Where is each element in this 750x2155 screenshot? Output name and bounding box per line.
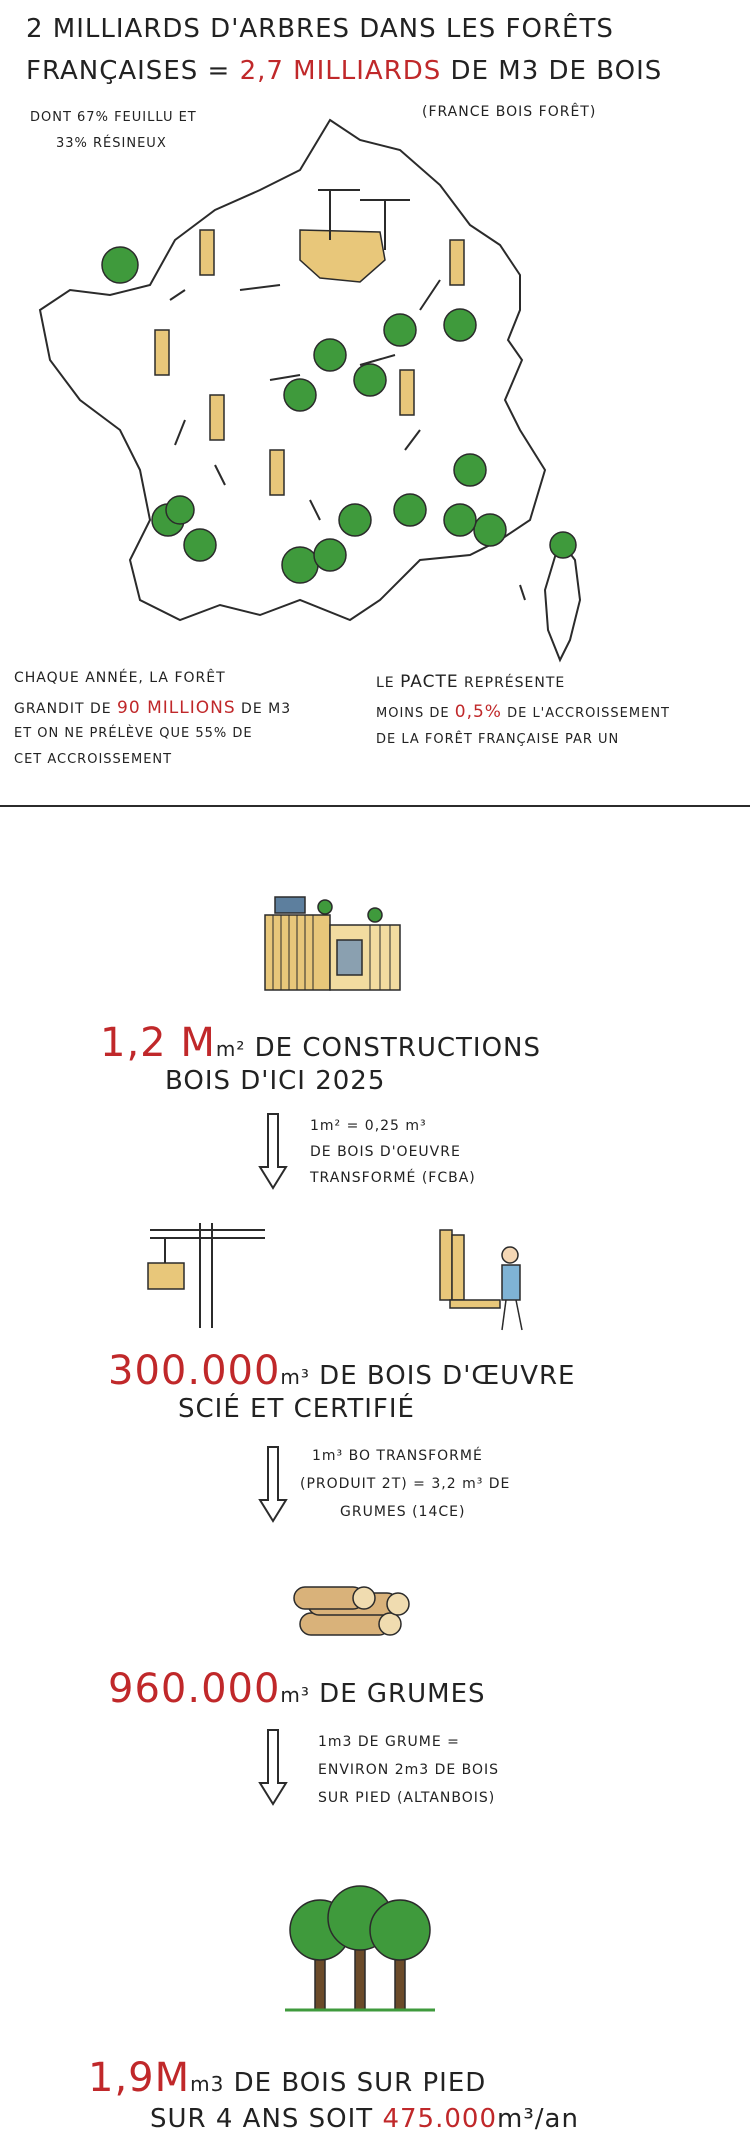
step3-note-3: SUR PIED (ALTANBOIS) — [318, 1790, 496, 1806]
sawyer-illustration — [430, 1225, 540, 1335]
step1-note-1: 1m² = 0,25 m³ — [310, 1118, 427, 1134]
step2-note-2: (PRODUIT 2T) = 3,2 m³ DE — [300, 1476, 511, 1492]
step1-line2: BOIS D'ICI 2025 — [165, 1066, 386, 1096]
step1-note-3: TRANSFORMÉ (FCBA) — [310, 1170, 476, 1186]
title-line-2: FRANÇAISES = 2,7 MILLIARDS DE M3 DE BOIS — [26, 56, 663, 86]
step3-note-2: ENVIRON 2m3 DE BOIS — [318, 1762, 500, 1778]
subtitle-left-2: 33% RÉSINEUX — [56, 136, 167, 151]
title-line-1: 2 MILLIARDS D'ARBRES DANS LES FORÊTS — [26, 14, 614, 44]
pacte-note-line-3: DE LA FORÊT FRANÇAISE PAR UN — [376, 732, 620, 747]
section-divider — [0, 805, 750, 807]
step3-headline: 960.000m³ DE GRUMES — [108, 1666, 486, 1712]
logs-illustration — [290, 1575, 410, 1655]
building-illustration — [255, 885, 415, 995]
step2-headline: 300.000m³ DE BOIS D'ŒUVRE — [108, 1348, 576, 1394]
step2-line2: SCIÉ ET CERTIFIÉ — [178, 1394, 415, 1424]
step2-note-1: 1m³ BO TRANSFORMÉ — [312, 1448, 483, 1464]
growth-note-line-1: CHAQUE ANNÉE, LA FORÊT — [14, 670, 226, 686]
pacte-note-line-2: MOINS DE 0,5% DE L'ACCROISSEMENT — [376, 702, 670, 722]
step1-note-2: DE BOIS D'OEUVRE — [310, 1144, 461, 1160]
subtitle-left-1: DONT 67% FEUILLU ET — [30, 110, 197, 125]
step1-headline: 1,2 Mm² DE CONSTRUCTIONS — [100, 1020, 541, 1066]
growth-note-line-3: ET ON NE PRÉLÈVE QUE 55% DE — [14, 726, 253, 741]
step4-headline: 1,9Mm3 DE BOIS SUR PIED — [88, 2055, 487, 2101]
step2-down-arrow — [258, 1445, 288, 1525]
growth-note-line-2: GRANDIT DE 90 MILLIONS DE M3 — [14, 698, 292, 718]
step2-note-3: GRUMES (14CE) — [340, 1504, 466, 1520]
step3-down-arrow — [258, 1728, 288, 1808]
step3-note-1: 1m3 DE GRUME = — [318, 1734, 460, 1750]
step1-down-arrow — [258, 1112, 288, 1192]
step4-line2: SUR 4 ANS SOIT 475.000m³/an — [150, 2104, 579, 2134]
pacte-note-line-1: LE PACTE REPRÉSENTE — [376, 672, 566, 692]
trees-illustration — [275, 1880, 445, 2020]
growth-note-line-4: CET ACCROISSEMENT — [14, 752, 173, 767]
source-label: (FRANCE BOIS FORÊT) — [422, 104, 597, 120]
crane-illustration — [140, 1218, 280, 1333]
